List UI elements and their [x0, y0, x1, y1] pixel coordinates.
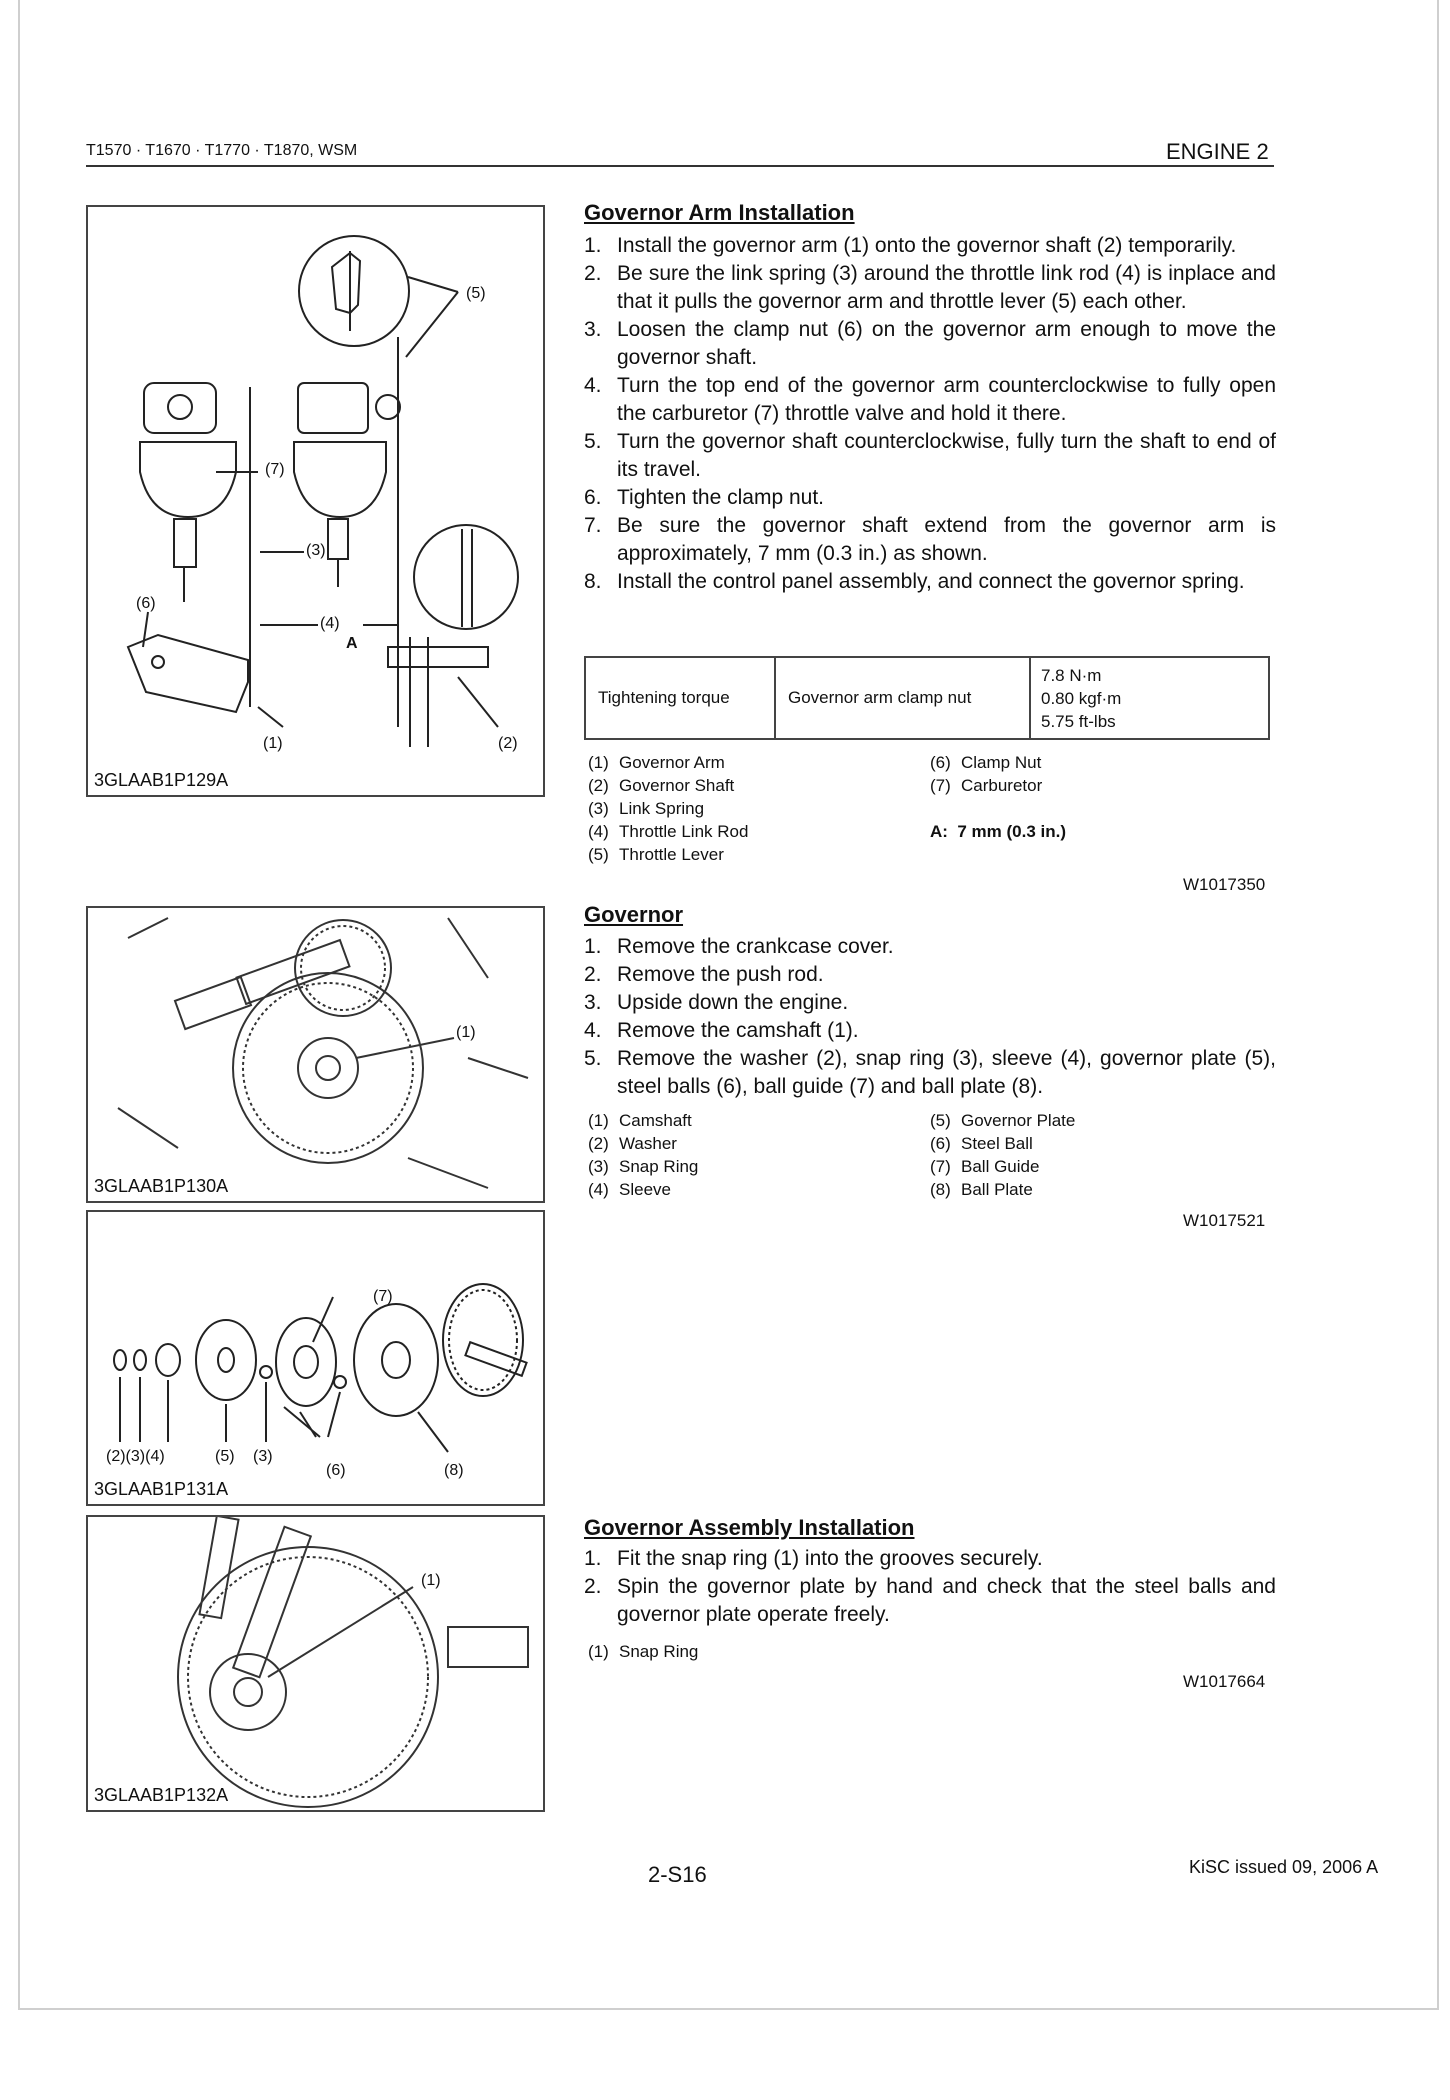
- step-list: [584, 1545, 1276, 1629]
- callout-2: (2): [498, 735, 518, 752]
- callout-7: (7): [265, 461, 285, 478]
- figure-governor-arm: [86, 205, 545, 797]
- callout-a: A: [346, 635, 358, 652]
- torque-table: [584, 656, 1270, 740]
- step-item: 6. Tighten the clamp nut.: [584, 486, 825, 509]
- step-item: 1. Fit the snap ring (1) into the grooves securely.: [584, 1547, 1043, 1570]
- step-item: 3. Loosen the clamp nut (6) on the governor arm enough to move the governor shaft.: [584, 318, 1276, 369]
- legend-item: (6) Steel Ball: [930, 1134, 1033, 1153]
- step-item: 7. Be sure the governor shaft extend from the governor arm is approximately, 7 mm (0.3 in.) as shown.: [584, 514, 1276, 565]
- issue-info: KiSC issued 09, 2006 A: [1189, 1857, 1379, 1877]
- step-item: 5. Remove the washer (2), snap ring (3), sleeve (4), governor plate (5), steel balls (6), ball guide (7) and ball plate (8).: [584, 1047, 1276, 1098]
- legend: [588, 751, 1268, 871]
- legend-item: (5) Governor Plate: [930, 1111, 1076, 1130]
- legend-item: (1) Snap Ring: [588, 1642, 699, 1661]
- callout-6: (6): [136, 595, 156, 612]
- legend-item: (5) Throttle Lever: [588, 845, 724, 864]
- torque-item: Governor arm clamp nut: [775, 657, 1030, 739]
- header-models: T1570 · T1670 · T1770 · T1870, WSM: [86, 142, 358, 159]
- reference-code: W1017664: [1183, 1672, 1266, 1691]
- step-item: 8. Install the control panel assembly, and connect the governor spring.: [584, 570, 1245, 593]
- reference-code: W1017521: [1183, 1211, 1266, 1230]
- step-item: 1. Install the governor arm (1) onto the governor shaft (2) temporarily.: [584, 234, 1237, 257]
- step-item: 2. Spin the governor plate by hand and check that the steel balls and governor plate operate freely.: [584, 1575, 1276, 1626]
- callout-3: (3): [253, 1448, 273, 1465]
- legend-note: A: 7 mm (0.3 in.): [930, 822, 1067, 841]
- legend-item: (4) Throttle Link Rod: [588, 822, 749, 841]
- legend-item: (3) Snap Ring: [588, 1157, 699, 1176]
- legend-item: (2) Governor Shaft: [588, 776, 735, 795]
- legend-item: (6) Clamp Nut: [930, 753, 1042, 772]
- step-item: 3. Upside down the engine.: [584, 991, 849, 1014]
- callout-5: (5): [466, 285, 486, 302]
- section-title: Governor Assembly Installation: [584, 1515, 915, 1540]
- callout-1: (1): [263, 735, 283, 752]
- header-section: ENGINE 2: [1166, 139, 1269, 164]
- figure-governor-exploded: [86, 1210, 545, 1506]
- legend-item: (1) Camshaft: [588, 1111, 692, 1130]
- callout-1: (1): [456, 1024, 476, 1041]
- callout-8: (8): [444, 1462, 464, 1479]
- step-list: [584, 933, 1276, 1101]
- figure-code: 3GLAAB1P131A: [94, 1479, 229, 1499]
- figure-snap-ring: [86, 1515, 545, 1812]
- step-item: 2. Remove the push rod.: [584, 963, 824, 986]
- torque-label: Tightening torque: [585, 657, 775, 739]
- step-item: 2. Be sure the link spring (3) around the throttle link rod (4) is inplace and that it pulls the governor arm and throttle lever (5) each other.: [584, 262, 1276, 313]
- legend-item: (4) Sleeve: [588, 1180, 671, 1199]
- legend: [588, 1640, 1268, 1664]
- figure-code: 3GLAAB1P130A: [94, 1176, 229, 1196]
- snap-ring-photo: [88, 1517, 545, 1812]
- callout-7: (7): [373, 1288, 393, 1305]
- step-item: 4. Turn the top end of the governor arm counterclockwise to fully open the carburetor (7) throttle valve and hold it there.: [584, 374, 1276, 425]
- callout-4: (4): [320, 615, 340, 632]
- step-item: 5. Turn the governor shaft counterclockwise, fully turn the shaft to end of its travel.: [584, 430, 1276, 481]
- figure-code: 3GLAAB1P132A: [94, 1785, 229, 1805]
- callout-2-3-4: (2)(3)(4): [106, 1448, 165, 1465]
- legend-item: (1) Governor Arm: [588, 753, 725, 772]
- step-item: 4. Remove the camshaft (1).: [584, 1019, 859, 1042]
- reference-code: W1017350: [1183, 875, 1266, 894]
- callout-6: (6): [326, 1462, 346, 1479]
- section-title: Governor: [584, 902, 684, 927]
- legend-item: (8) Ball Plate: [930, 1180, 1033, 1199]
- figure-camshaft: [86, 906, 545, 1203]
- legend-item: (3) Link Spring: [588, 799, 705, 818]
- camshaft-photo: [88, 908, 545, 1203]
- legend-item: (2) Washer: [588, 1134, 677, 1153]
- page-number: 2-S16: [648, 1862, 707, 1887]
- callout-3: (3): [306, 542, 326, 559]
- section-title: Governor Arm Installation: [584, 200, 855, 225]
- step-item: 1. Remove the crankcase cover.: [584, 935, 894, 958]
- step-list: [584, 232, 1276, 596]
- header-rule: [86, 165, 1274, 167]
- callout-1: (1): [421, 1572, 441, 1589]
- callout-5: (5): [215, 1448, 235, 1465]
- legend-item: (7) Carburetor: [930, 776, 1043, 795]
- torque-values: 7.8 N·m 0.80 kgf·m 5.75 ft-lbs: [1030, 657, 1269, 739]
- figure-code: 3GLAAB1P129A: [94, 770, 229, 790]
- legend: [588, 1109, 1268, 1205]
- legend-item: (7) Ball Guide: [930, 1157, 1040, 1176]
